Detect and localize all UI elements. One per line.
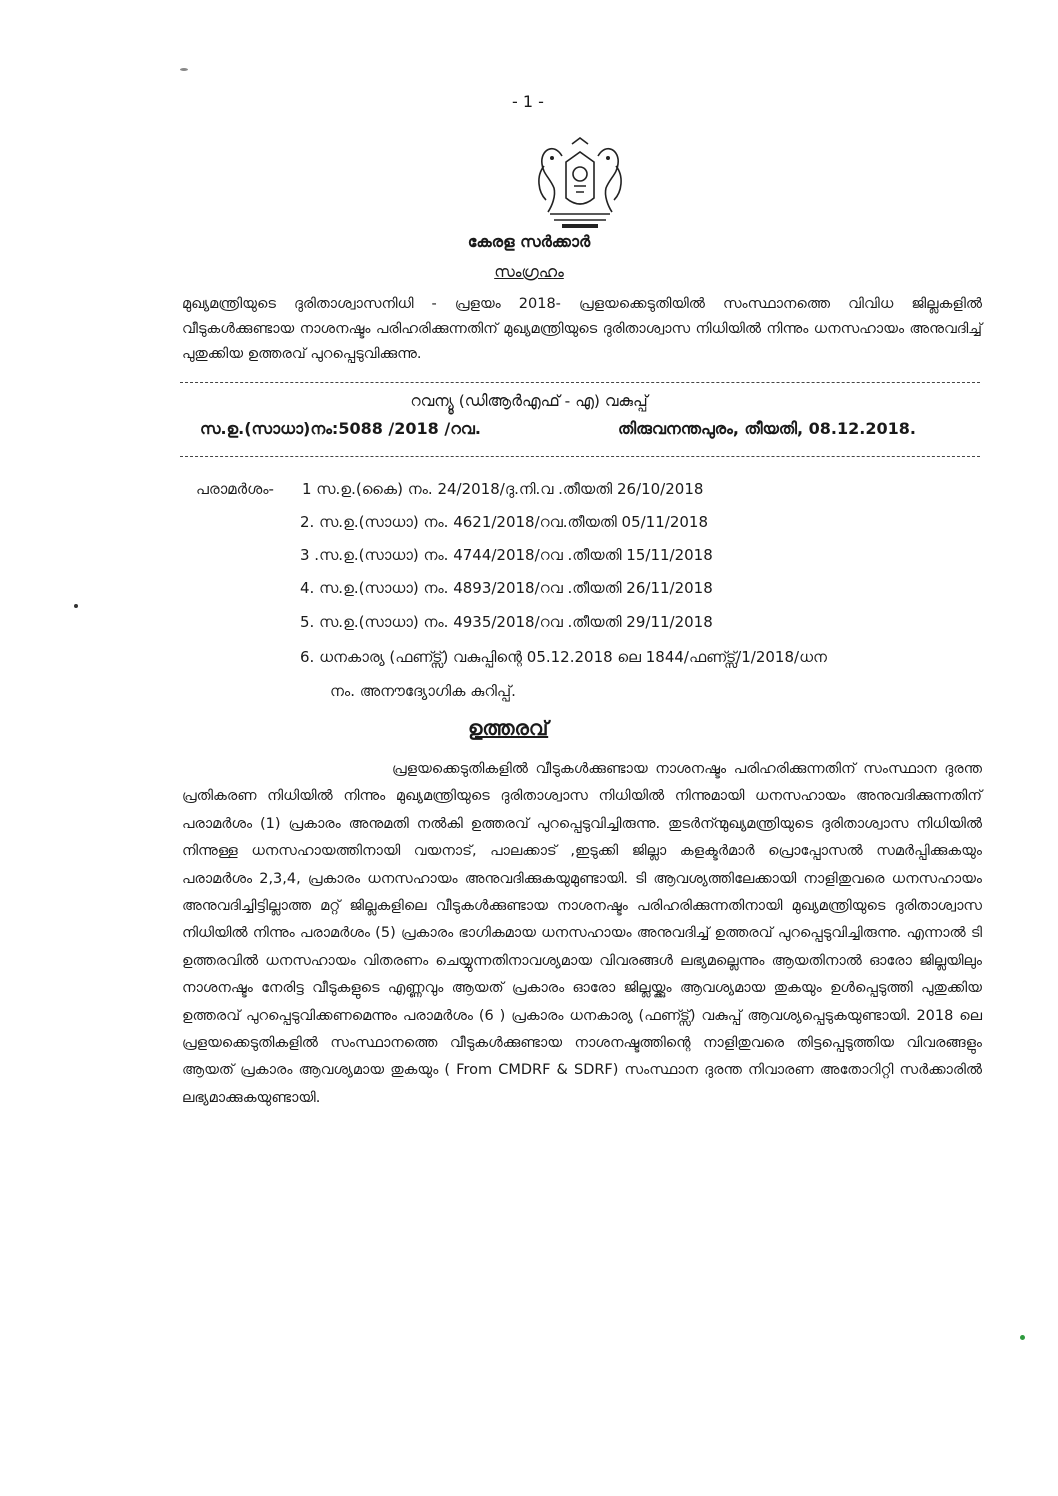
subject-paragraph: മുഖ്യമന്ത്രിയുടെ ദുരിതാശ്വാസനിധി - പ്രളയം 2018- പ്രളയക്കെടുതിയിൽ സംസ്ഥാനത്തെ വിവിധ ജില്ലകളിൽ വീടുകൾക്കുണ്ടായ നാശനഷ്ടം പരിഹരിക്കുന്നതിന് മുഖ്യമന്ത്രിയുടെ ദുരിതാശ്വാസ നിധിയിൽ നിന്നും ധനസഹായം അനുവദിച്ച് പുതുക്കിയ ഉത്തരവ് പുറപ്പെടുവിക്കുന്നു. — [182, 296, 982, 362]
reference-item: 2. സ.ഉ.(സാധാ) നം. 4621/2018/റവ.തീയതി 05/11/2018 — [300, 513, 708, 531]
divider-bottom — [180, 456, 980, 457]
order-heading: ഉത്തരവ് — [468, 716, 549, 740]
reference-item: 5. സ.ഉ.(സാധാ) നം. 4935/2018/റവ .തീയതി 29/11/2018 — [300, 613, 713, 631]
abstract-title: സംഗ്രഹം — [494, 262, 564, 281]
reference-item: 6. ധനകാര്യ (ഫണ്ട്സ്) വകുപ്പിന്റെ 05.12.2018 ലെ 1844/ഫണ്ട്സ്/1/2018/ധന — [300, 648, 827, 666]
reference-item: നം. അനൗദ്യോഗിക കുറിപ്പ്. — [330, 682, 516, 700]
reference-item: 3 .സ.ഉ.(സാധാ) നം. 4744/2018/റവ .തീയതി 15/11/2018 — [300, 546, 713, 564]
divider-top — [180, 382, 980, 383]
place-date: തിരുവനന്തപുരം, തീയതി, 08.12.2018. — [618, 419, 916, 438]
order-body: പ്രളയക്കെടുതികളിൽ വീടുകൾക്കുണ്ടായ നാശനഷ്ടം പരിഹരിക്കുന്നതിന് സംസ്ഥാന ദുരന്ത പ്രതികരണ നിധിയിൽ നിന്നും മുഖ്യമന്ത്രിയുടെ ദുരിതാശ്വാസ നിധിയിൽ നിന്നുമായി ധനസഹായം അനുവദിക്കുന്നതിന് പരാമർശം (1) പ്രകാരം അനുമതി നൽകി ഉത്തരവ് പുറപ്പെടുവിച്ചിരുന്നു. തുടർന്ന്മുഖ്യമന്ത്രിയുടെ ദുരിതാശ്വാസ നിധിയിൽ നിന്നുള്ള ധനസഹായത്തിനായി വയനാട്, പാലക്കാട് ,ഇടുക്കി ജില്ലാ കളക്ടർമാർ പ്രൊപ്പോസൽ സമർപ്പിക്കുകയും പരാമർശം 2,3,4, പ്രകാരം ധനസഹായം അനുവദിക്കുകയുമുണ്ടായി. ടി ആവശ്യത്തിലേക്കായി നാളിതുവരെ ധനസഹായം അനുവദിച്ചിട്ടില്ലാത്ത മറ്റ് ജില്ലകളിലെ വീടുകൾക്കുണ്ടായ നാശനഷ്ടം പരിഹരിക്കുന്നതിനായി മുഖ്യമന്ത്രിയുടെ ദുരിതാശ്വാസ നിധിയിൽ നിന്നും പരാമർശം (5) പ്രകാരം ഭാഗികമായ ധനസഹായം അനുവദിച്ച് ഉത്തരവ് പുറപ്പെടുവിച്ചിരുന്നു. എന്നാൽ ടി ഉത്തരവിൽ ധനസഹായം വിതരണം ചെയ്യുന്നതിനാവശ്യമായ വിവരങ്ങൾ ലഭ്യമല്ലെന്നും ആയതിനാൽ ഓരോ ജില്ലയിലും നാശനഷ്ടം നേരിട്ട വീടുകളുടെ എണ്ണവും ആയത് പ്രകാരം ഓരോ ജില്ലയ്ക്കും ആവശ്യമായ തുകയും ഉൾപ്പെടുത്തി പുതുക്കിയ ഉത്തരവ് പുറപ്പെടുവിക്കണമെന്നും പരാമർശം (6 ) പ്രകാരം ധനകാര്യ (ഫണ്ട്സ്) വകുപ്പ് ആവശ്യപ്പെടുകയുണ്ടായി. 2018 ലെ പ്രളയക്കെടുതികളിൽ സംസ്ഥാനത്തെ വീടുകൾക്കുണ്ടായ നാശനഷ്ടത്തിന്റെ നാളിതുവരെ തിട്ടപ്പെടുത്തിയ വിവരങ്ങളും ആയത് പ്രകാരം ആവശ്യമായ തുകയും ( From CMDRF & SDRF) സംസ്ഥാന ദുരന്ത നിവാരണ അതോറിറ്റി സർക്കാരിൽ ലഭ്യമാക്കുകയുണ്ടായി. — [182, 761, 982, 1106]
scan-speck — [180, 68, 188, 71]
scan-speck — [1020, 1335, 1025, 1340]
reference-item: 1 സ.ഉ.(കൈ) നം. 24/2018/ദു.നി.വ .തീയതി 26/10/2018 — [302, 480, 704, 498]
department-line: റവന്യൂ (ഡിആർഎഫ് - എ) വകുപ്പ് — [410, 392, 648, 410]
reference-item: 4. സ.ഉ.(സാധാ) നം. 4893/2018/റവ .തീയതി 26/11/2018 — [300, 579, 713, 597]
kerala-emblem — [532, 136, 628, 236]
page-number: - 1 - — [512, 92, 544, 111]
order-number: സ.ഉ.(സാധാ)നം:5088 /2018 /റവ. — [200, 419, 481, 438]
government-title: കേരള സർക്കാർ — [467, 232, 591, 251]
scan-speck — [74, 604, 78, 608]
references-label: പരാമർശം- — [196, 480, 274, 498]
